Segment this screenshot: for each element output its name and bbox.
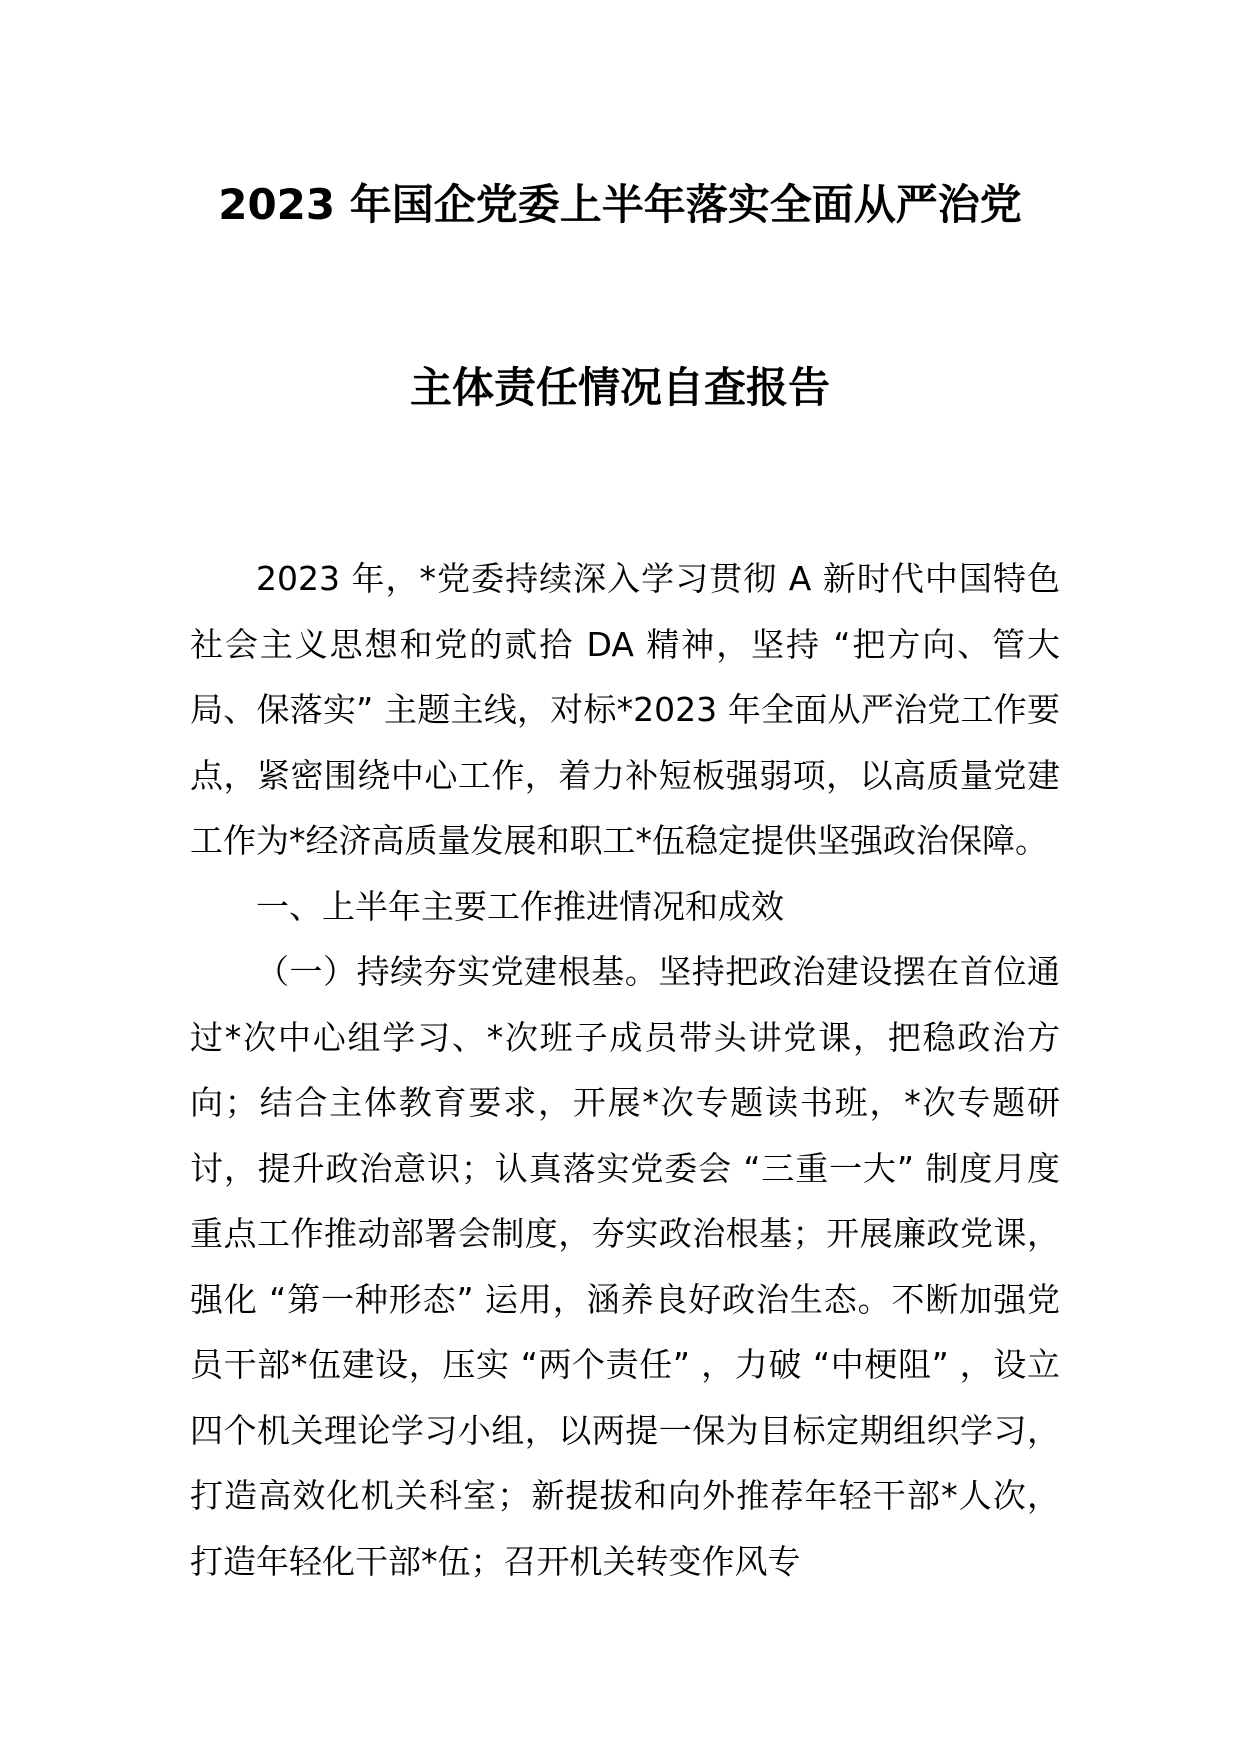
section-1-paragraph-1: （一）持续夯实党建根基。坚持把政治建设摆在首位通过*次中心组学习、*次班子成员带头讲党课，把稳政治方向；结合主体教育要求，开展*次专题读书班，*次专题研讨，提升政治意识；认真落实党委会 “三重一大” 制度月度重点工作推动部署会制度，夯实政治根基；开展廉政党课，强化 “第一种形态” 运用，涵养良好政治生态。不断加强党员干部*伍建设，压实 “两个责任” ，力破 “中梗阻” ，设立四个机关理论学习小组，以两提一保为目标定期组织学习，打造高效化机关科室；新提拔和向外推荐年轻干部*人次，打造年轻化干部*伍；召开机关转变作风专 xyxy=(190,952,1060,1581)
intro-paragraph: 2023 年，*党委持续深入学习贯彻 A 新时代中国特色社会主义思想和党的贰拾 DA 精神，坚持 “把方向、管大局、保落实” 主题主线，对标*2023 年全面从严治党工作要点，紧密围绕中心工作，着力补短板强弱项，以高质量党建工作为*经济高质量发展和职工*伍稳定提供坚强政治保障。 xyxy=(190,559,1060,860)
document-body xyxy=(190,546,1060,1594)
document-title-line-1: 2023 年国企党委上半年落实全面从严治党 xyxy=(218,180,1022,229)
section-heading-1: 一、上半年主要工作推进情况和成效 xyxy=(256,886,784,926)
document-title-line-2: 主体责任情况自查报告 xyxy=(409,363,830,412)
